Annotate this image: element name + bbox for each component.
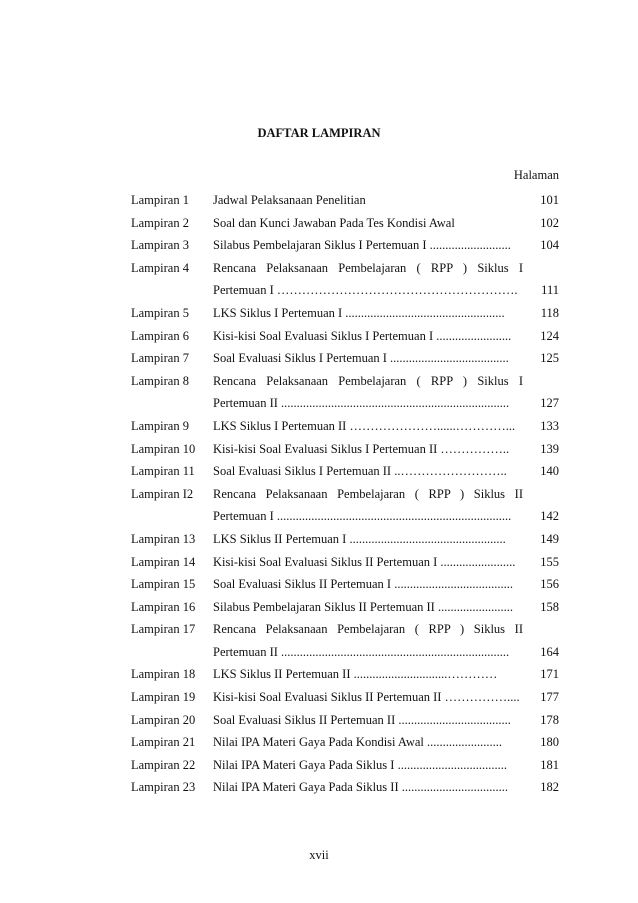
- list-item: [131, 351, 559, 374]
- appendix-label: Lampiran 20: [131, 712, 196, 727]
- appendix-page: 181: [540, 757, 559, 772]
- list-item: [131, 306, 559, 329]
- list-item: [131, 396, 559, 419]
- appendix-title: LKS Siklus I Pertemuan II …………………......…………...: [213, 418, 516, 433]
- list-item: [131, 758, 559, 781]
- appendix-page: 104: [540, 238, 559, 253]
- list-item: [131, 532, 559, 555]
- list-item: [131, 238, 559, 261]
- appendix-page: 182: [540, 780, 559, 795]
- appendix-label: Lampiran 14: [131, 554, 196, 569]
- appendix-label: Lampiran 18: [131, 667, 196, 682]
- appendix-page: 177: [540, 690, 559, 705]
- appendix-page: 180: [540, 735, 559, 750]
- appendix-page: 102: [540, 215, 559, 230]
- appendix-label: Lampiran 23: [131, 780, 196, 795]
- appendix-page: 118: [540, 305, 559, 320]
- list-item: [131, 667, 559, 690]
- list-item: [131, 487, 559, 510]
- appendix-label: Lampiran 10: [131, 441, 196, 456]
- appendix-label: Lampiran 3: [131, 238, 189, 253]
- appendix-title: Silabus Pembelajaran Siklus I Pertemuan I ..........................: [213, 238, 511, 253]
- appendix-page: 171: [540, 667, 559, 682]
- appendix-label: Lampiran 17: [131, 622, 196, 637]
- appendix-title: Kisi-kisi Soal Evaluasi Siklus II Pertemuan I ........................: [213, 554, 516, 569]
- appendix-title: Nilai IPA Materi Gaya Pada Kondisi Awal ........................: [213, 735, 502, 750]
- appendix-page: 140: [540, 464, 559, 479]
- appendix-title: Kisi-kisi Soal Evaluasi Siklus I Pertemuan I ........................: [213, 328, 512, 343]
- appendix-label: Lampiran I2: [131, 486, 194, 501]
- list-item: [131, 600, 559, 623]
- list-item: [131, 690, 559, 713]
- list-item: [131, 283, 559, 306]
- appendix-label: Lampiran 22: [131, 757, 196, 772]
- appendix-title: Soal Evaluasi Siklus I Pertemuan I ......................................: [213, 351, 509, 366]
- appendix-page: 127: [540, 396, 559, 411]
- appendix-page: 133: [540, 418, 559, 433]
- appendix-label: Lampiran 4: [131, 260, 189, 275]
- appendix-label: Lampiran 1: [131, 193, 189, 207]
- list-item: [131, 261, 559, 284]
- appendix-title: Rencana Pelaksanaan Pembelajaran ( RPP ) Siklus I: [213, 260, 523, 275]
- appendix-label: Lampiran 9: [131, 418, 189, 433]
- appendix-label: Lampiran 2: [131, 215, 189, 230]
- appendix-title: Silabus Pembelajaran Siklus II Pertemuan II ........................: [213, 599, 513, 614]
- appendix-title: Rencana Pelaksanaan Pembelajaran ( RPP ) Siklus I: [213, 373, 523, 388]
- appendix-label: Lampiran 6: [131, 328, 189, 343]
- appendix-label: Lampiran 16: [131, 599, 196, 614]
- appendix-title: Rencana Pelaksanaan Pembelajaran ( RPP ) Siklus II: [213, 622, 523, 637]
- list-item: [131, 374, 559, 397]
- appendix-page: 125: [540, 351, 559, 366]
- appendix-title: Jadwal Pelaksanaan Penelitian: [213, 193, 366, 207]
- appendix-page: 111: [541, 283, 559, 298]
- list-item: [131, 645, 559, 668]
- appendix-title: Pertemuan I ………………………………………………….: [213, 283, 518, 298]
- appendix-label: Lampiran 8: [131, 373, 189, 388]
- halaman-header: Halaman: [513, 168, 559, 182]
- appendix-list: [131, 193, 559, 803]
- appendix-page: 164: [540, 644, 559, 659]
- list-item: [131, 216, 559, 239]
- appendix-page: 158: [540, 599, 559, 614]
- page-number: xvii: [309, 848, 329, 862]
- appendix-title: LKS Siklus II Pertemuan I ..................................................: [213, 531, 506, 546]
- appendix-title: Pertemuan II .........................................................................: [213, 396, 510, 411]
- list-item: [131, 464, 559, 487]
- appendix-label: Lampiran 15: [131, 577, 196, 592]
- appendix-label: Lampiran 19: [131, 690, 196, 705]
- appendix-title: Pertemuan II .........................................................................: [213, 644, 510, 659]
- page-title: DAFTAR LAMPIRAN: [257, 126, 381, 140]
- appendix-title: Rencana Pelaksanaan Pembelajaran ( RPP ) Siklus II: [213, 486, 523, 501]
- appendix-title: LKS Siklus II Pertemuan II ..............................…………: [213, 667, 498, 682]
- appendix-page: 139: [540, 441, 559, 456]
- list-item: [131, 577, 559, 600]
- appendix-title: Kisi-kisi Soal Evaluasi Siklus II Pertemuan II ……………....: [213, 690, 520, 705]
- appendix-page: 149: [540, 531, 559, 546]
- appendix-title: Soal Evaluasi Siklus II Pertemuan I ......................................: [213, 577, 513, 592]
- appendix-title: Soal dan Kunci Jawaban Pada Tes Kondisi Awal: [213, 215, 455, 230]
- appendix-page: 142: [540, 509, 559, 524]
- appendix-title: Nilai IPA Materi Gaya Pada Siklus I ...................................: [213, 757, 507, 772]
- appendix-page: 178: [540, 712, 559, 727]
- appendix-title: Soal Evaluasi Siklus II Pertemuan II ....................................: [213, 712, 511, 727]
- list-item: [131, 442, 559, 465]
- appendix-label: Lampiran 13: [131, 531, 196, 546]
- list-item: [131, 329, 559, 352]
- appendix-title: Kisi-kisi Soal Evaluasi Siklus I Pertemuan II ……………..: [213, 441, 510, 456]
- appendix-label: Lampiran 5: [131, 305, 189, 320]
- list-item: [131, 735, 559, 758]
- appendix-label: Lampiran 21: [131, 735, 196, 750]
- appendix-title: Soal Evaluasi Siklus I Pertemuan II ..……………………..: [213, 464, 507, 479]
- list-item: [131, 713, 559, 736]
- appendix-page: 155: [540, 554, 559, 569]
- list-item: [131, 509, 559, 532]
- appendix-page: 101: [540, 193, 559, 207]
- appendix-label: Lampiran 7: [131, 351, 189, 366]
- appendix-label: Lampiran 11: [131, 464, 195, 479]
- appendix-title: Nilai IPA Materi Gaya Pada Siklus II ..................................: [213, 780, 509, 795]
- appendix-title: Pertemuan I ...........................................................................: [213, 509, 512, 524]
- list-item: [131, 555, 559, 578]
- list-item: [131, 622, 559, 645]
- appendix-page: 156: [540, 577, 559, 592]
- appendix-page: 124: [540, 328, 559, 343]
- list-item: [131, 193, 559, 216]
- list-item: [131, 780, 559, 803]
- list-item: [131, 419, 559, 442]
- appendix-title: LKS Siklus I Pertemuan I ...................................................: [213, 305, 505, 320]
